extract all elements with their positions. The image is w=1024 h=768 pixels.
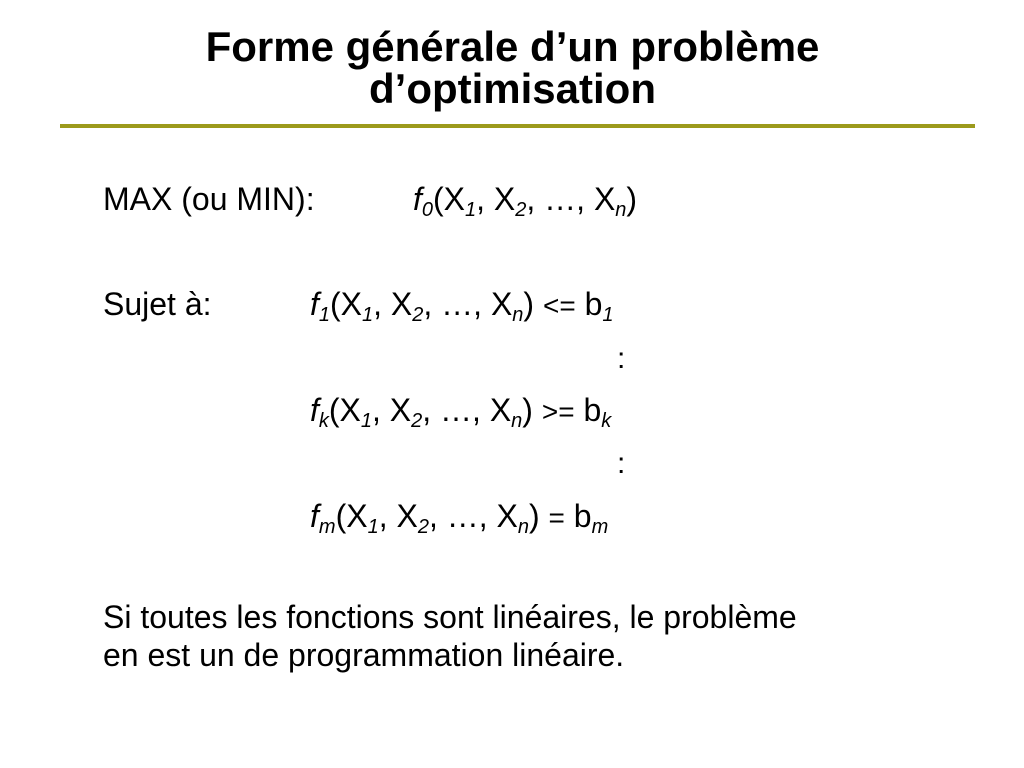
- arg-open: (X: [433, 181, 466, 217]
- rhs-var: b: [583, 392, 602, 428]
- arg-mid-2: , …, X: [526, 181, 616, 217]
- constraint-row-m: [310, 498, 608, 536]
- constraint-func-sub: m: [318, 516, 336, 538]
- arg-close: ): [626, 181, 638, 217]
- arg-sub-1: 1: [367, 516, 379, 538]
- rhs-sub: 1: [602, 304, 614, 326]
- constraint-operator: <=: [542, 290, 576, 321]
- constraint-row-k: [310, 392, 611, 430]
- arg-mid-1: , X: [476, 181, 516, 217]
- arg-mid-1: , X: [378, 498, 418, 534]
- objective-func-sub: 0: [421, 199, 434, 221]
- constraints-label: Sujet à:: [103, 286, 212, 322]
- constraint-func: f: [310, 392, 319, 428]
- conclusion-paragraph: [103, 598, 993, 674]
- arg-mid-2: , …, X: [423, 286, 513, 322]
- arg-close: ): [522, 392, 533, 428]
- title-line-2: d’optimisation: [369, 65, 656, 112]
- title-underline: [60, 124, 975, 128]
- constraint-func-sub: k: [318, 410, 329, 432]
- arg-sub-n: n: [517, 516, 529, 538]
- arg-open: (X: [328, 392, 361, 428]
- arg-mid-1: , X: [372, 392, 412, 428]
- arg-sub-2: 2: [411, 410, 423, 432]
- objective-expression: [413, 181, 638, 221]
- objective-func: f: [413, 181, 422, 217]
- arg-sub-1: 1: [362, 304, 374, 326]
- arg-sub-2: 2: [412, 304, 424, 326]
- arg-close: ): [528, 498, 540, 534]
- arg-close: ): [523, 286, 535, 322]
- arg-sub-n: n: [615, 199, 627, 221]
- constraint-func-sub: 1: [318, 304, 331, 326]
- constraint-operator: =: [548, 502, 565, 533]
- rhs-var: b: [584, 286, 603, 322]
- constraint-func: f: [310, 498, 319, 534]
- arg-mid-2: , …, X: [428, 498, 518, 534]
- rhs-var: b: [573, 498, 592, 534]
- constraint-row-1: [310, 286, 613, 324]
- arg-sub-1: 1: [465, 199, 477, 221]
- constraint-operator: >=: [541, 396, 575, 427]
- arg-sub-1: 1: [360, 410, 373, 432]
- title-line-1: Forme générale d’un problème: [205, 23, 820, 70]
- arg-open: (X: [330, 286, 363, 322]
- rhs-sub: m: [591, 516, 609, 538]
- constraint-func: f: [310, 286, 319, 322]
- arg-open: (X: [335, 498, 368, 534]
- arg-sub-2: 2: [417, 516, 429, 538]
- objective-label: MAX (ou MIN):: [103, 181, 315, 217]
- arg-sub-n: n: [511, 410, 523, 432]
- conclusion-line-2: en est un de programmation linéaire.: [103, 637, 625, 673]
- ellipsis-colon-2: :: [617, 447, 626, 480]
- ellipsis-colon-1: :: [617, 342, 626, 375]
- arg-sub-n: n: [512, 304, 524, 326]
- rhs-sub: k: [601, 410, 612, 432]
- arg-mid-1: , X: [373, 286, 413, 322]
- arg-sub-2: 2: [515, 199, 527, 221]
- slide-title: [60, 23, 965, 112]
- conclusion-line-1: Si toutes les fonctions sont linéaires, le problème: [103, 599, 797, 635]
- arg-mid-2: , …, X: [422, 392, 512, 428]
